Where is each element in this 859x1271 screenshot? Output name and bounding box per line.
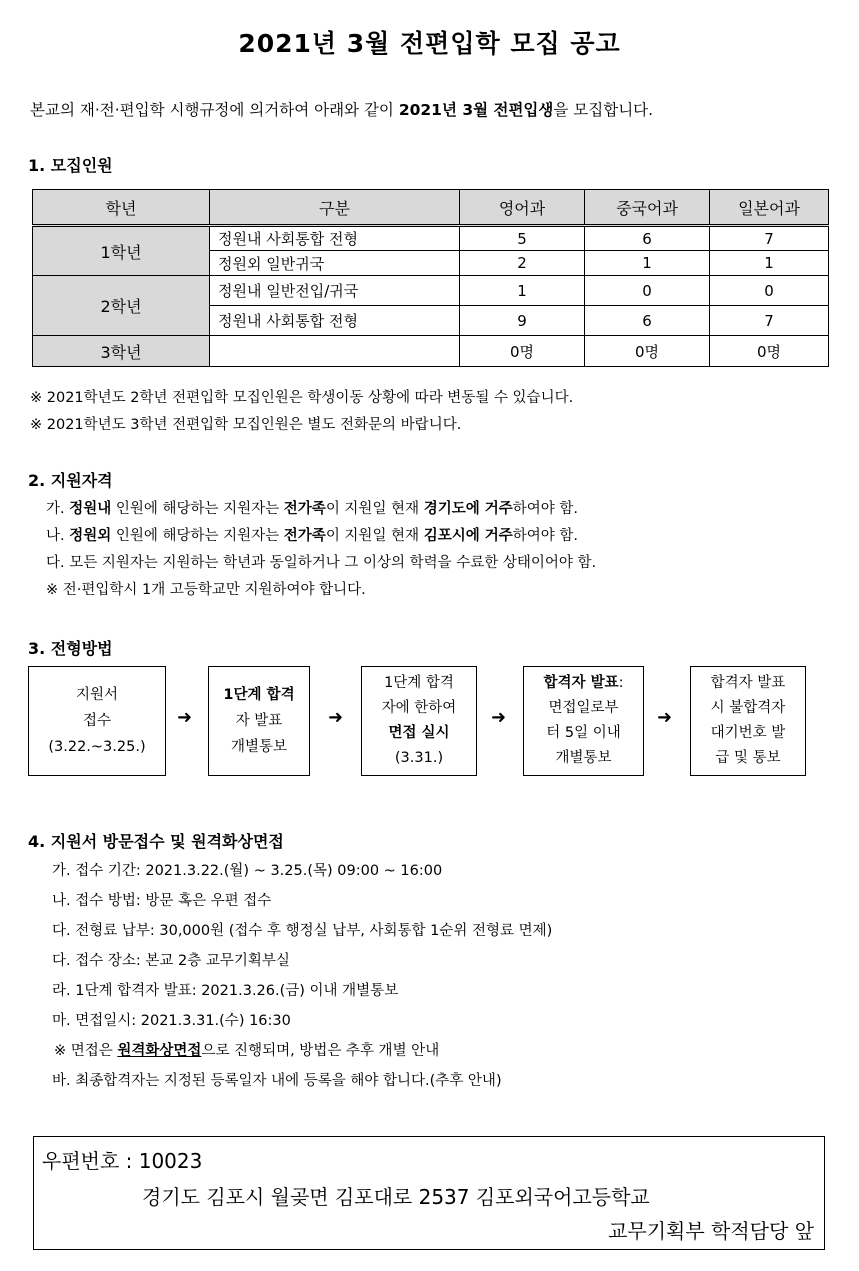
address-line: 경기도 김포시 월곶면 김포대로 2537 김포외국어고등학교 [142,1185,650,1209]
value-cell: 6 [585,306,710,336]
value-cell: 9 [460,306,585,336]
info-line: 마. 면접일시: 2021.3.31.(수) 16:30 [52,1013,291,1029]
info-line: 다. 접수 장소: 본교 2층 교무기획부실 [52,953,290,969]
arrow-icon: ➜ [657,707,673,728]
qualification-da: 다. 모든 지원자는 지원하는 학년과 동일하거나 그 이상의 학력을 수료한 상태이어야 함. [46,555,597,571]
info-line: 나. 접수 방법: 방문 혹은 우편 접수 [52,893,272,909]
header-english: 영어과 [460,190,585,226]
info-line: 라. 1단계 합격자 발표: 2021.3.26.(금) 이내 개별통보 [52,983,399,999]
flow-step-application: 지원서 접수 (3.22.~3.25.) [28,666,166,776]
flow-step-final-pass: 합격자 발표: 면접일로부 터 5일 이내 개별통보 [523,666,644,776]
qualification-na: 나. 정원외 인원에 해당하는 지원자는 전가족이 지원일 현재 김포시에 거주하여야 함. [46,528,579,544]
category-cell: 정원외 일반귀국 [210,251,460,276]
value-cell: 0 [585,276,710,306]
category-cell: 정원내 일반전입/귀국 [210,276,460,306]
value-cell: 0명 [460,336,585,367]
value-cell: 1 [710,251,829,276]
flow-step-interview: 1단계 합격 자에 한하여 면접 실시 (3.31.) [361,666,477,776]
flow-step-first-pass: 1단계 합격 자 발표 개별통보 [208,666,310,776]
value-cell: 5 [460,226,585,251]
info-line: 바. 최종합격자는 지정된 등록일자 내에 등록을 해야 합니다.(추후 안내) [52,1073,502,1089]
value-cell: 0 [710,276,829,306]
category-cell: 정원내 사회통합 전형 [210,226,460,251]
value-cell: 6 [585,226,710,251]
category-cell [210,336,460,367]
value-cell: 7 [710,306,829,336]
category-cell: 정원내 사회통합 전형 [210,306,460,336]
note-line: ※ 2021학년도 3학년 전편입학 모집인원은 별도 전화문의 바랍니다. [30,417,462,433]
header-japanese: 일본어과 [710,190,829,226]
recruitment-table [32,189,829,367]
arrow-icon: ➜ [491,707,507,728]
table-row [33,336,829,367]
header-chinese: 중국어과 [585,190,710,226]
section2-heading: 2. 지원자격 [28,471,113,490]
section4-heading: 4. 지원서 방문접수 및 원격화상면접 [28,832,284,851]
value-cell: 0명 [710,336,829,367]
note-line: ※ 2021학년도 2학년 전편입학 모집인원은 학생이동 상황에 따라 변동될 수 있습니다. [30,390,574,406]
table-row [33,276,829,306]
section1-heading: 1. 모집인원 [28,156,113,175]
header-category: 구분 [210,190,460,226]
value-cell: 1 [460,276,585,306]
flow-step-waitlist: 합격자 발표 시 불합격자 대기번호 발 급 및 통보 [690,666,806,776]
table-row [33,226,829,251]
grade-cell: 1학년 [33,226,210,276]
section3-heading: 3. 전형방법 [28,639,113,658]
interview-note: ※ 면접은 원격화상면접으로 진행되며, 방법은 추후 개별 안내 [54,1043,440,1059]
info-line: 다. 전형료 납부: 30,000원 (접수 후 행정실 납부, 사회통합 1순위 전형료 면제) [52,923,553,939]
value-cell: 0명 [585,336,710,367]
value-cell: 7 [710,226,829,251]
arrow-icon: ➜ [328,707,344,728]
page-title: 2021년 3월 전편입학 모집 공고 [238,29,621,58]
grade-cell: 2학년 [33,276,210,336]
address-box [33,1136,825,1250]
arrow-icon: ➜ [177,707,193,728]
qualification-ga: 가. 정원내 인원에 해당하는 지원자는 전가족이 지원일 현재 경기도에 거주하여야 함. [46,501,579,517]
value-cell: 2 [460,251,585,276]
postal-code: 우편번호 : 10023 [42,1149,203,1173]
info-line: 가. 접수 기간: 2021.3.22.(월) ~ 3.25.(목) 09:00 ~ 16:00 [52,863,443,879]
value-cell: 1 [585,251,710,276]
intro-text: 본교의 재·전·편입학 시행규정에 의거하여 아래와 같이 2021년 3월 전편입생을 모집합니다. [30,101,654,119]
header-grade: 학년 [33,190,210,226]
qualification-note: ※ 전·편입학시 1개 고등학교만 지원하여야 합니다. [46,582,366,598]
address-recipient: 교무기획부 학적담당 앞 [608,1219,814,1243]
grade-cell: 3학년 [33,336,210,367]
